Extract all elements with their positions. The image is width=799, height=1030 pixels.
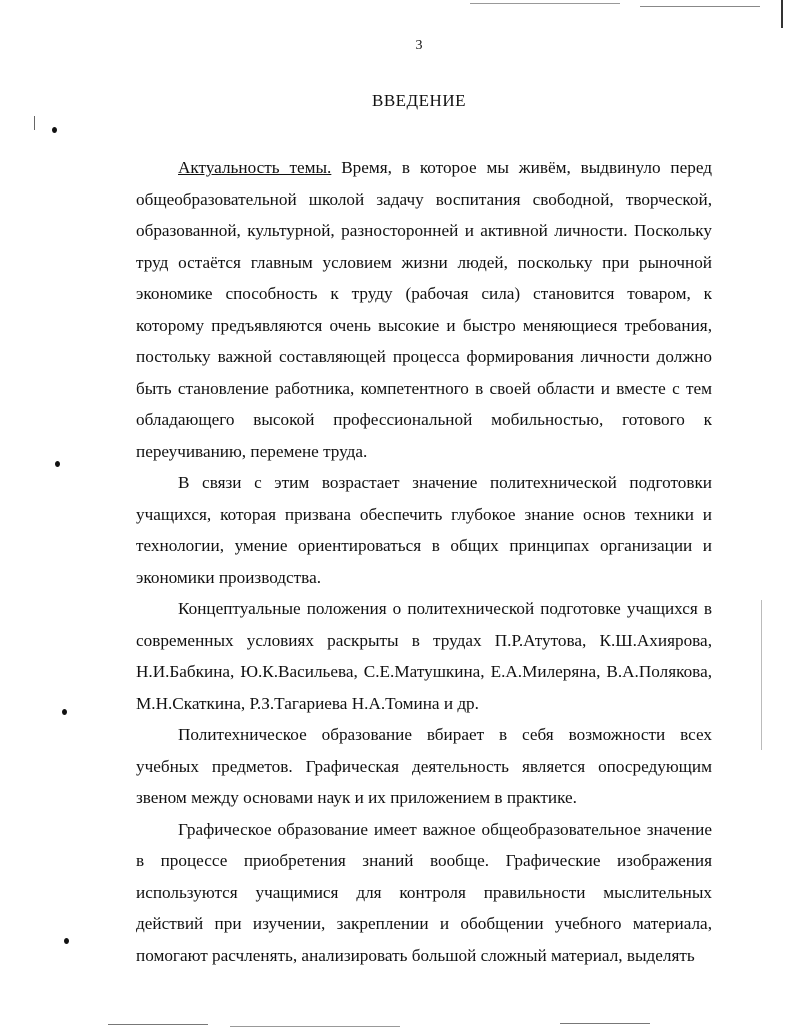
- paragraph-relevance: [136, 152, 712, 467]
- punch-hole-1: [52, 127, 57, 133]
- scan-edge-bottom-mid: [230, 1026, 400, 1027]
- scan-edge-top-right: [640, 6, 760, 7]
- scan-edge-right: [781, 0, 783, 28]
- scan-edge-bottom-left: [108, 1024, 208, 1025]
- page-title: ВВЕДЕНИЕ: [372, 91, 466, 110]
- scan-edge-right-mark: [761, 600, 762, 750]
- punch-hole-4: [64, 938, 69, 944]
- body-text: [136, 152, 712, 971]
- scan-edge-top: [470, 3, 620, 4]
- relevance-heading: Актуальность темы.: [178, 158, 332, 177]
- paragraph-relevance-text: Время, в которое мы живём, выдвинуло перед общеобразовательной школой задачу воспитания свободной, творческой, образованной, культурной, разносторонней и активной личности. Поскольку труд остаётся главным условием жизни людей, поскольку при рыночной экономике способность к труду (рабочая сила) становится товаром, к которому предъявляются очень высокие и быстро меняющиеся требования, постольку важной составляющей процесса формирования личности должно быть становление работника, компетентного в своей области и вместе с тем обладающего высокой профессиональной мобильностью, готового к переучиванию, перемене труда.: [136, 158, 712, 461]
- scan-edge-bottom-right: [560, 1023, 650, 1024]
- scan-edge-left-mark: [34, 116, 35, 130]
- paragraph-graphic-education: Графическое образование имеет важное общеобразовательное значение в процессе приобретения знаний вообще. Графические изображения используются учащимися для контроля правильности мыслительных действий при изучении, закреплении и обобщении учебного материала, помогают расчленять, анализировать большой сложный материал, выделять: [136, 819, 712, 965]
- paragraph-polytechnic-education: Политехническое образование вбирает в себя возможности всех учебных предметов. Графическая деятельность является опосредующим звеном между основами наук и их приложением в практике.: [136, 725, 712, 807]
- paragraph-polytechnic-importance: В связи с этим возрастает значение политехнической подготовки учащихся, которая призвана обеспечить глубокое знание основ техники и технологии, умение ориентироваться в общих принципах организации и экономики производства.: [136, 473, 712, 587]
- page-number: 3: [415, 38, 423, 53]
- punch-hole-2: [55, 461, 60, 467]
- punch-hole-3: [62, 709, 67, 715]
- paragraph-conceptual-provisions: Концептуальные положения о политехнической подготовке учащихся в современных условиях раскрыты в трудах П.Р.Атутова, К.Ш.Ахиярова, Н.И.Бабкина, Ю.К.Васильева, С.Е.Матушкина, Е.А.Милеряна, В.А.Полякова, М.Н.Скаткина, Р.З.Тагариева Н.А.Томина и др.: [136, 599, 712, 713]
